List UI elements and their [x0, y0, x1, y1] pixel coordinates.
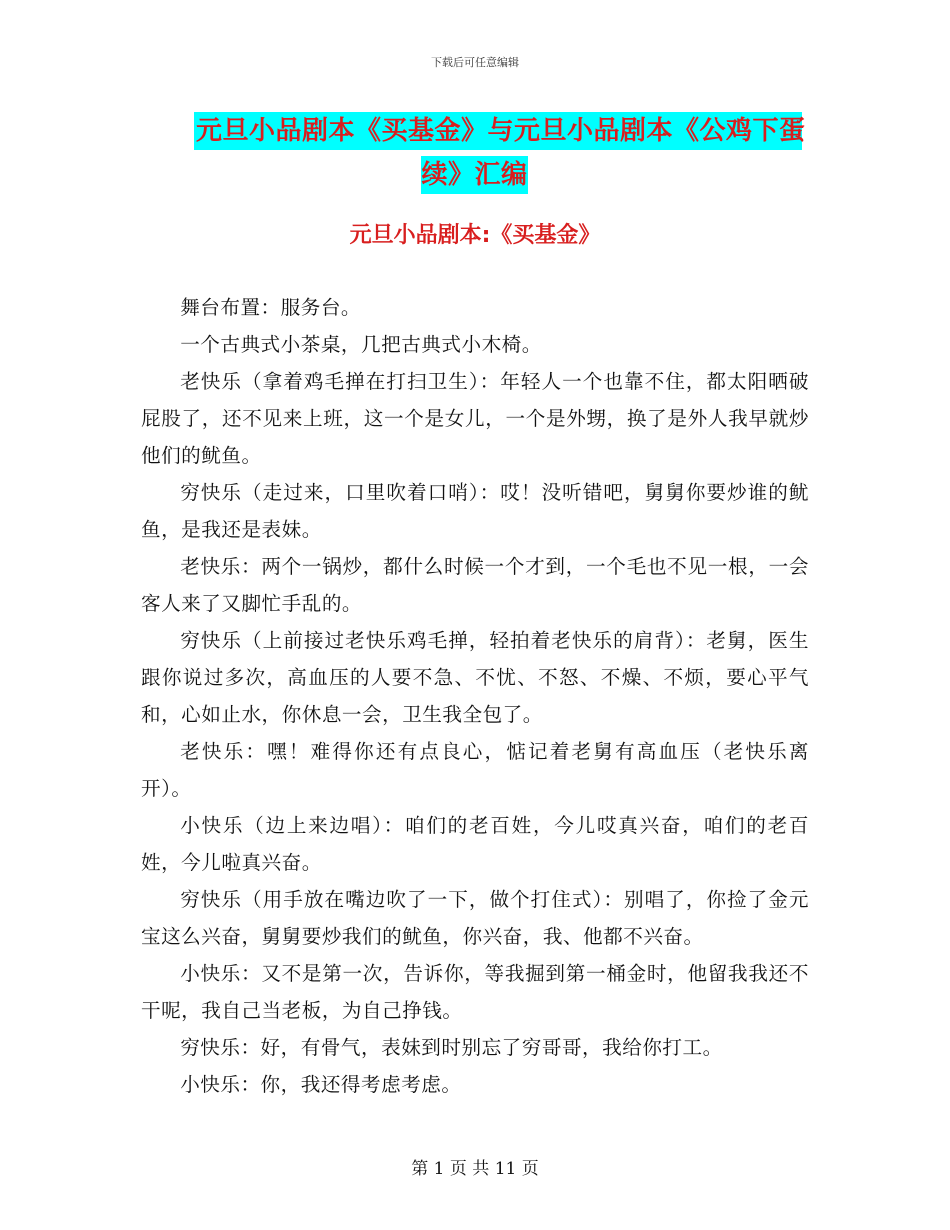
paragraph: 穷快乐（用手放在嘴边吹了一下，做个打住式）：别唱了，你捡了金元宝这么兴奋，舅舅要炒我们的鱿鱼，你兴奋，我、他都不兴奋。 — [141, 888, 809, 948]
header-note: 下载后可任意编辑 — [431, 56, 519, 69]
paragraph: 一个古典式小茶桌，几把古典式小木椅。 — [180, 333, 542, 356]
page-footer: 第 1 页 共 11 页 — [411, 1159, 539, 1179]
paragraph: 穷快乐：好，有骨气，表妹到时别忘了穷哥哥，我给你打工。 — [180, 1036, 723, 1059]
document-title-line-2: 续》汇编 — [421, 156, 528, 194]
paragraph: 小快乐：你，我还得考虑考虑。 — [180, 1073, 462, 1096]
paragraph: 小快乐（边上来边唱）：咱们的老百姓，今儿哎真兴奋，咱们的老百姓，今儿啦真兴奋。 — [141, 814, 809, 874]
document-title-line-1: 元旦小品剧本《买基金》与元旦小品剧本《公鸡下蛋 — [194, 112, 802, 150]
paragraph: 舞台布置：服务台。 — [180, 296, 362, 319]
paragraph: 穷快乐（走过来，口里吹着口哨）：哎！没听错吧，舅舅你要炒谁的鱿鱼，是我还是表妹。 — [141, 481, 809, 541]
paragraph: 老快乐：嘿！难得你还有点良心，惦记着老舅有高血压（老快乐离开）。 — [141, 740, 809, 800]
paragraph: 小快乐：又不是第一次，告诉你，等我掘到第一桶金时，他留我我还不干呢，我自己当老板，为自己挣钱。 — [141, 962, 809, 1022]
paragraph: 老快乐：两个一锅炒，都什么时候一个才到，一个毛也不见一根，一会客人来了又脚忙手乱的。 — [141, 555, 809, 615]
section-title: 元旦小品剧本:《买基金》 — [349, 223, 601, 248]
script-body — [141, 289, 809, 1103]
paragraph: 穷快乐（上前接过老快乐鸡毛掸，轻拍着老快乐的肩背）：老舅，医生跟你说过多次，高血压的人要不急、不忧、不怒、不燥、不烦，要心平气和，心如止水，你休息一会，卫生我全包了。 — [141, 629, 809, 726]
paragraph: 老快乐（拿着鸡毛掸在打扫卫生）：年轻人一个也靠不住，都太阳晒破屁股了，还不见来上班，这一个是女儿，一个是外甥，换了是外人我早就炒他们的鱿鱼。 — [141, 370, 809, 467]
